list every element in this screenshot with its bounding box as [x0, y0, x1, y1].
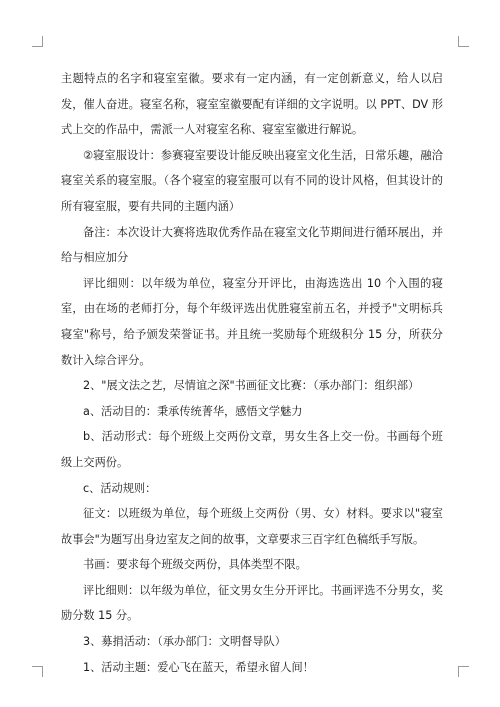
crop-mark-bottom-right [458, 666, 469, 677]
paragraph: b、活动形式：每个班级上交两份文章，男女生各上交一份。书画每个班级上交两份。 [61, 430, 443, 469]
crop-mark-top-right [458, 36, 469, 47]
paragraph: 评比细则：以年级为单位，寝室分开评比，由海选选出 10 个入围的寝室，由在场的老师打分，每个年级评选出优胜寝室前五名，并授予"文明标兵寝室"称号，给予颁发荣誉证书。并且统一奖励每个班级积分 15 分，所获分数计入综合评分。 [61, 276, 443, 367]
crop-mark-top-left [32, 36, 43, 47]
paragraph: 备注：本次设计大赛将选取优秀作品在寝室文化节期间进行循环展出，并给与相应加分 [61, 225, 443, 265]
crop-mark-bottom-left [32, 666, 43, 677]
paragraph: 征文：以班级为单位，每个班级上交两份（男、女）材料。要求以"寝室故事会"为题写出身边室友之间的故事，文章要求三百字红色稿纸手写版。 [61, 507, 443, 546]
paragraph: 评比细则：以年级为单位，征文男女生分开评比。书画评选不分男女，奖励分数 15 分。 [61, 583, 443, 623]
paragraph: 3、募捐活动：（承办部门：文明督导队） [83, 635, 286, 649]
paragraph: 2、"展文法之艺，尽情谊之深"书画征文比赛：（承办部门：组织部） [83, 379, 420, 393]
paragraph: 1、活动主题：爱心飞在蓝天，希望永留人间！ [83, 660, 314, 674]
document-body [61, 66, 443, 680]
paragraph: a、活动目的：秉承传统菁华，感悟文学魅力 [83, 404, 303, 418]
paragraph: 主题特点的名字和寝室室徽。要求有一定内涵，有一定创新意义，给人以启发，催人奋进。寝室名称，寝室室徽要配有详细的文字说明。以 PPT、DV 形式上交的作品中，需派一人对寝室名称、寝室室徽进行解说。 [61, 72, 443, 137]
paragraph: c、活动规则： [83, 481, 157, 495]
paragraph: ②寝室服设计：参赛寝室要设计能反映出寝室文化生活，日常乐趣，融洽寝室关系的寝室服。（各个寝室的寝室服可以有不同的设计风格，但其设计的所有寝室服，要有共同的主题内涵） [61, 148, 443, 213]
paragraph: 书画：要求每个班级交两份，具体类型不限。 [83, 558, 307, 572]
